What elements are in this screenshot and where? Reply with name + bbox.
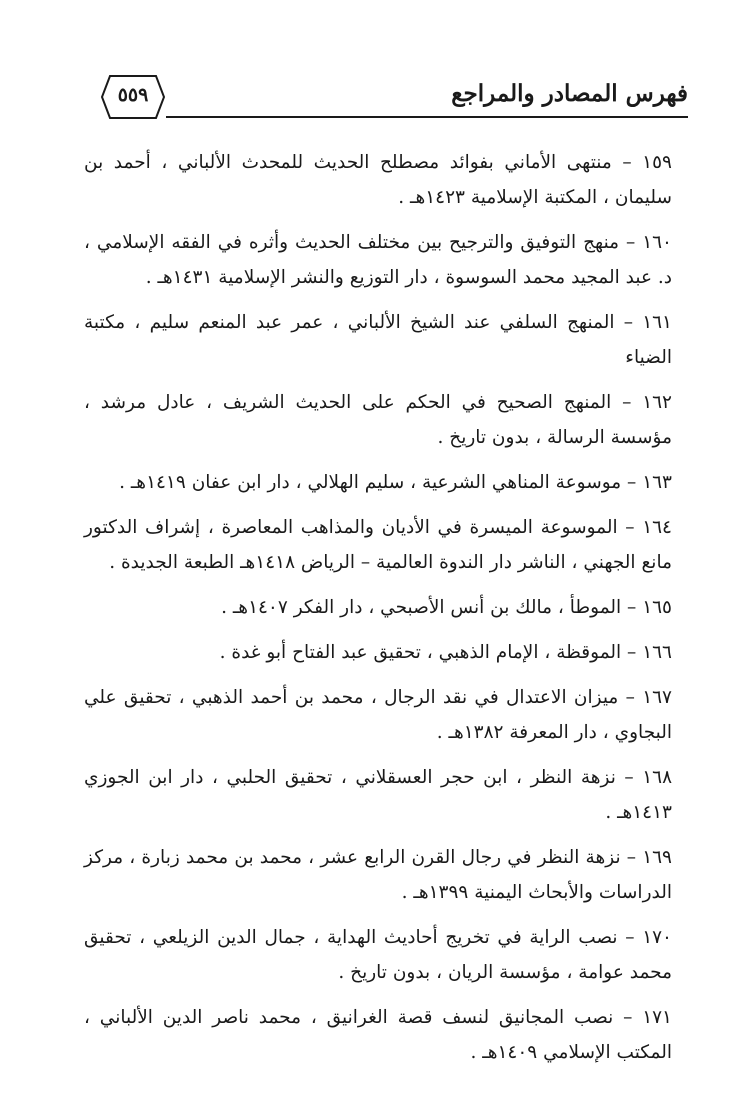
reference-entry: ١٦٩ – نزهة النظر في رجال القرن الرابع عشر ، محمد بن محمد زبارة ، مركز الدراسات والأبحاث اليمنية ١٣٩٩هـ . xyxy=(84,847,672,903)
entry-number: ١٦٩ xyxy=(642,847,672,868)
reference-entry: ١٦٥ – الموطأ ، مالك بن أنس الأصبحي ، دار الفكر ١٤٠٧هـ . xyxy=(221,597,672,618)
reference-entry: ١٦٤ – الموسوعة الميسرة في الأديان والمذاهب المعاصرة ، إشراف الدكتور مانع الجهني ، الناشر دار الندوة العالمية – الرياض ١٤١٨هـ الطبعة الجديدة . xyxy=(84,517,672,573)
entry-text: نصب الراية في تخريج أحاديث الهداية ، جمال الدين الزيلعي ، تحقيق محمد عوامة ، مؤسسة الريان ، بدون تاريخ . xyxy=(84,927,672,983)
reference-entry: ١٦٧ – ميزان الاعتدال في نقد الرجال ، محمد بن أحمد الذهبي ، تحقيق علي البجاوي ، دار المعرفة ١٣٨٢هـ . xyxy=(84,687,672,743)
entry-number: ١٧٠ xyxy=(642,927,672,948)
running-header xyxy=(100,74,688,126)
page-number-badge xyxy=(100,74,166,120)
reference-entry: ١٦٦ – الموقظة ، الإمام الذهبي ، تحقيق عبد الفتاح أبو غدة . xyxy=(219,642,672,663)
entry-number: ١٦٠ xyxy=(642,232,672,253)
entry-text: منتهى الأماني بفوائد مصطلح الحديث للمحدث الألباني ، أحمد بن سليمان ، المكتبة الإسلامية ١٤٢٣هـ . xyxy=(84,152,672,208)
entry-number: ١٦٨ xyxy=(642,767,673,788)
entry-number: ١٥٩ xyxy=(642,152,672,173)
reference-entry: ١٦١ – المنهج السلفي عند الشيخ الألباني ، عمر عبد المنعم سليم ، مكتبة الضياء xyxy=(84,312,672,368)
entry-text: منهج التوفيق والترجيح بين مختلف الحديث وأثره في الفقه الإسلامي ، د. عبد المجيد محمد السوسوة ، دار التوزيع والنشر الإسلامية ١٤٣١هـ . xyxy=(84,232,672,288)
entry-text: الموسوعة الميسرة في الأديان والمذاهب المعاصرة ، إشراف الدكتور مانع الجهني ، الناشر دار الندوة العالمية – الرياض ١٤١٨هـ الطبعة الجديدة . xyxy=(84,517,672,573)
reference-list xyxy=(84,145,672,1080)
entry-number: ١٦٥ xyxy=(642,597,672,618)
entry-text: ميزان الاعتدال في نقد الرجال ، محمد بن أحمد الذهبي ، تحقيق علي البجاوي ، دار المعرفة ١٣٨٢هـ . xyxy=(84,687,672,743)
entry-number: ١٦٢ xyxy=(642,392,672,413)
entry-text: المنهج السلفي عند الشيخ الألباني ، عمر عبد المنعم سليم ، مكتبة الضياء xyxy=(84,312,672,368)
entry-number: ١٦٦ xyxy=(642,642,672,663)
entry-text: المنهج الصحيح في الحكم على الحديث الشريف ، عادل مرشد ، مؤسسة الرسالة ، بدون تاريخ . xyxy=(84,392,672,448)
reference-entry: ١٦٢ – المنهج الصحيح في الحكم على الحديث الشريف ، عادل مرشد ، مؤسسة الرسالة ، بدون تاريخ . xyxy=(84,392,672,448)
entry-text: نصب المجانيق لنسف قصة الغرانيق ، محمد ناصر الدين الألباني ، المكتب الإسلامي ١٤٠٩هـ . xyxy=(84,1007,672,1063)
entry-text: موسوعة المناهي الشرعية ، سليم الهلالي ، دار ابن عفان ١٤١٩هـ . xyxy=(119,472,622,493)
reference-entry: ١٦٨ – نزهة النظر ، ابن حجر العسقلاني ، تحقيق الحلبي ، دار ابن الجوزي ١٤١٣هـ . xyxy=(84,767,673,823)
reference-entry: ١٦٣ – موسوعة المناهي الشرعية ، سليم الهلالي ، دار ابن عفان ١٤١٩هـ . xyxy=(119,472,672,493)
entry-text: الموقظة ، الإمام الذهبي ، تحقيق عبد الفتاح أبو غدة . xyxy=(219,642,622,663)
header-rule xyxy=(166,116,688,118)
entry-text: نزهة النظر في رجال القرن الرابع عشر ، محمد بن محمد زبارة ، مركز الدراسات والأبحاث اليمنية ١٣٩٩هـ . xyxy=(84,847,672,903)
page-number: ٥٥٩ xyxy=(117,84,149,106)
header-title: فهرس المصادر والمراجع xyxy=(451,80,688,107)
entry-number: ١٦٤ xyxy=(642,517,672,538)
reference-entry: ١٧١ – نصب المجانيق لنسف قصة الغرانيق ، محمد ناصر الدين الألباني ، المكتب الإسلامي ١٤٠٩هـ . xyxy=(84,1007,672,1063)
entry-number: ١٦١ xyxy=(642,312,672,333)
entry-number: ١٧١ xyxy=(642,1007,672,1028)
entry-text: الموطأ ، مالك بن أنس الأصبحي ، دار الفكر ١٤٠٧هـ . xyxy=(221,597,622,618)
reference-entry: ١٥٩ – منتهى الأماني بفوائد مصطلح الحديث للمحدث الألباني ، أحمد بن سليمان ، المكتبة الإسلامية ١٤٢٣هـ . xyxy=(84,152,672,208)
entry-number: ١٦٧ xyxy=(642,687,672,708)
entry-number: ١٦٣ xyxy=(642,472,672,493)
entry-text: نزهة النظر ، ابن حجر العسقلاني ، تحقيق الحلبي ، دار ابن الجوزي ١٤١٣هـ . xyxy=(84,767,672,823)
reference-entry: ١٦٠ – منهج التوفيق والترجيح بين مختلف الحديث وأثره في الفقه الإسلامي ، د. عبد المجيد محمد السوسوة ، دار التوزيع والنشر الإسلامية ١٤٣١هـ . xyxy=(84,232,672,288)
reference-entry: ١٧٠ – نصب الراية في تخريج أحاديث الهداية ، جمال الدين الزيلعي ، تحقيق محمد عوامة ، مؤسسة الريان ، بدون تاريخ . xyxy=(84,927,672,983)
